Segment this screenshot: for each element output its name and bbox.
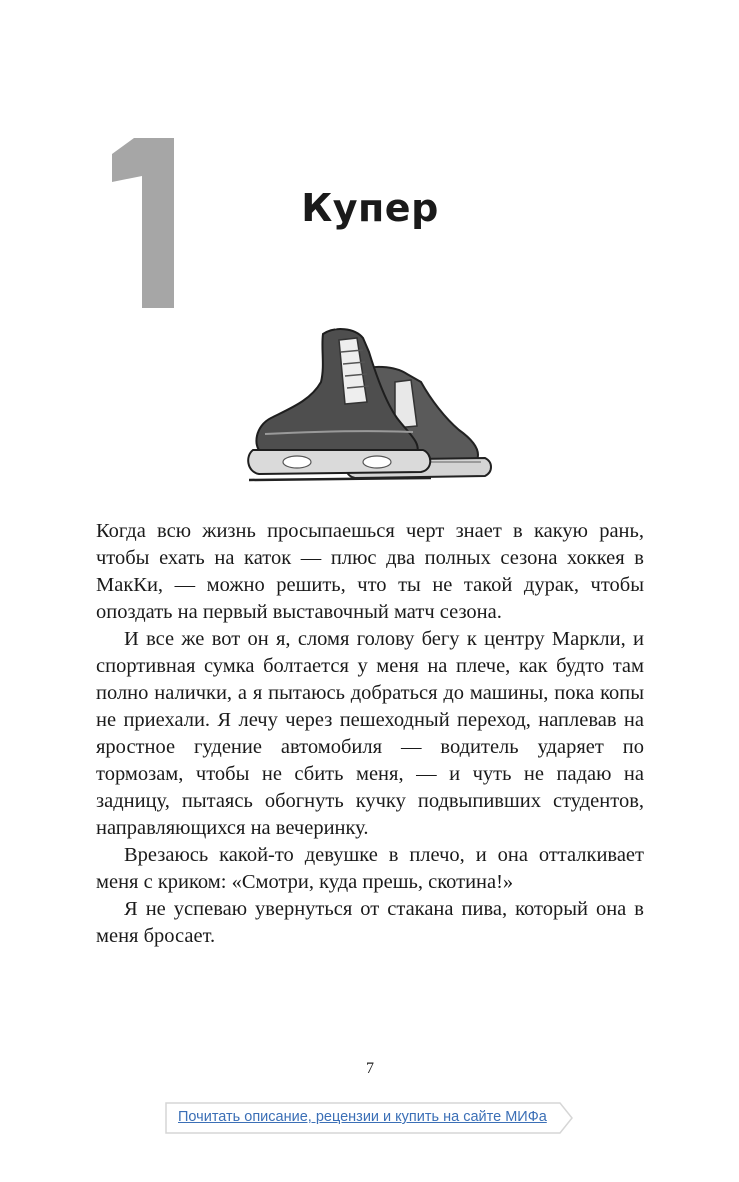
paragraph-3: Врезаюсь какой-то девушке в плечо, и она отталкивает меня с криком: «Смотри, куда прешь, скотина!» (96, 844, 644, 893)
chapter-body (96, 518, 644, 950)
chapter-title: Купер (301, 186, 439, 230)
chapter-number-glyph (112, 138, 174, 308)
mif-store-banner[interactable] (164, 1102, 574, 1134)
paragraph-4: Я не успеваю увернуться от стакана пива, который она в меня бросает. (96, 898, 644, 947)
paragraph-1: Когда всю жизнь просыпаешься черт знает в какую рань, чтобы ехать на каток — плюс два полных сезона хоккея в МакКи, — можно решить, что ты не такой дурак, чтобы опоздать на первый выставочный матч сезона. (96, 520, 644, 623)
paragraph-2: И все же вот он я, сломя голову бегу к центру Маркли, и спортивная сумка болтается у меня на плече, как будто там полно налички, а я пытаюсь добраться до машины, пока копы не приехали. Я лечу через пешеходный переход, наплевав на яростное гудение автомобиля — водитель ударяет по тормозам, чтобы не сбить меня, — и чуть не падаю на задницу, пытаясь обогнуть кучку подвыпивших студентов, направляющихся на вечеринку. (96, 628, 644, 839)
mif-store-link[interactable]: Почитать описание, рецензии и купить на сайте МИФа (178, 1109, 547, 1125)
chapter-number (112, 138, 174, 308)
ice-skates-icon (245, 322, 500, 492)
page-number: 7 (366, 1060, 374, 1077)
